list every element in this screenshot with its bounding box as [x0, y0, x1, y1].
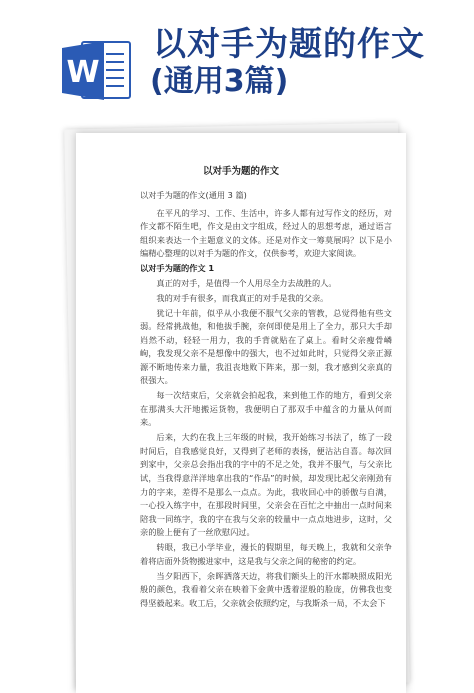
paragraph: 我的对手有很多，而我真正的对手是我的父亲。: [156, 292, 329, 303]
paragraph: 当夕阳西下，余晖洒落天边，将我们额头上的汗水都映照成阳光般的颜色，我看着父亲在映着下金黄中透着涩般的脸庞，仿佛我也变得坚毅起来。收工后，父亲就会依照约定，与我斯杀一局，不太会下: [140, 570, 392, 608]
page-title: 以对手为题的作文: [153, 24, 425, 63]
paragraph: 后来，大约在我上三年级的时候，我开始练习书法了，练了一段时间后，自我感觉良好，又得到了老师的表扬，便沾沾自喜。每次回到家中，父亲总会指出我的字中的不足之处，我并不服气，与父亲比试，当我得意洋洋地拿出我的“作品”的时候，却发现比起父亲刚劲有力的字来，差得不是那么一点点。为此，我收回心中的骄傲与自满，一心投入练字中，在那段时间里，父亲会在百忙之中抽出一点时间来陪我一同练字，我的字在我与父亲的较量中一点点地进步，这时，父亲的脸上便有了一丝欣慰闪过。: [140, 432, 392, 538]
paragraph: 犹记十年前，似乎从小我便不服气父亲的管教，总觉得他有些文弱。经常挑战他，和他拔手腕，奈何即使是用上了全力，那只大手却岿然不动，轻轻一用力，我的手背就贴在了桌上。看时父亲瘦骨嶙峋，我发现父亲不是想像中的强大，也不过如此时，只觉得父亲正源源不断地传来力量，我沮丧地败下阵来，那一刻，我才感到父亲真的很强大。: [140, 307, 392, 386]
page-title-subtitle: (通用3篇): [150, 64, 289, 99]
document-title: 以对手为题的作文: [202, 166, 279, 177]
document-body: [140, 189, 392, 612]
intro-paragraph: 在平凡的学习、工作、生活中，许多人都有过写作文的经历，对作文都不陌生吧，作文是由文字组成，经过人的思想考虑，通过语言组织来表达一个主题意义的文体。还是对作文一筹莫展吗？以下是小编精心整理的以对手为题的作文，仅供参考，欢迎大家阅读。: [140, 207, 392, 259]
paragraph: 每一次结束后，父亲就会拍起我，来到他工作的地方，看到父亲在那满头大汗地搬运货物，我便明白了那双手中蕴含的力量从何而来。: [140, 390, 392, 428]
paragraph: 转眼，我已小学毕业，漫长的假期里，每天晚上，我就和父亲争着将店面外货物搬进家中，这是我与父亲之间的秘密的约定。: [140, 542, 392, 566]
word-logo-letter: W: [66, 55, 100, 90]
section-heading: 以对手为题的作文 1: [140, 263, 215, 274]
paragraph: 真正的对手，是值得一个人用尽全力去战胜的人。: [156, 277, 337, 288]
word-document-icon: [62, 40, 134, 102]
document-page: [76, 133, 406, 693]
document-subtitle: 以对手为题的作文(通用 3 篇): [140, 190, 247, 200]
header-banner: [0, 0, 474, 112]
